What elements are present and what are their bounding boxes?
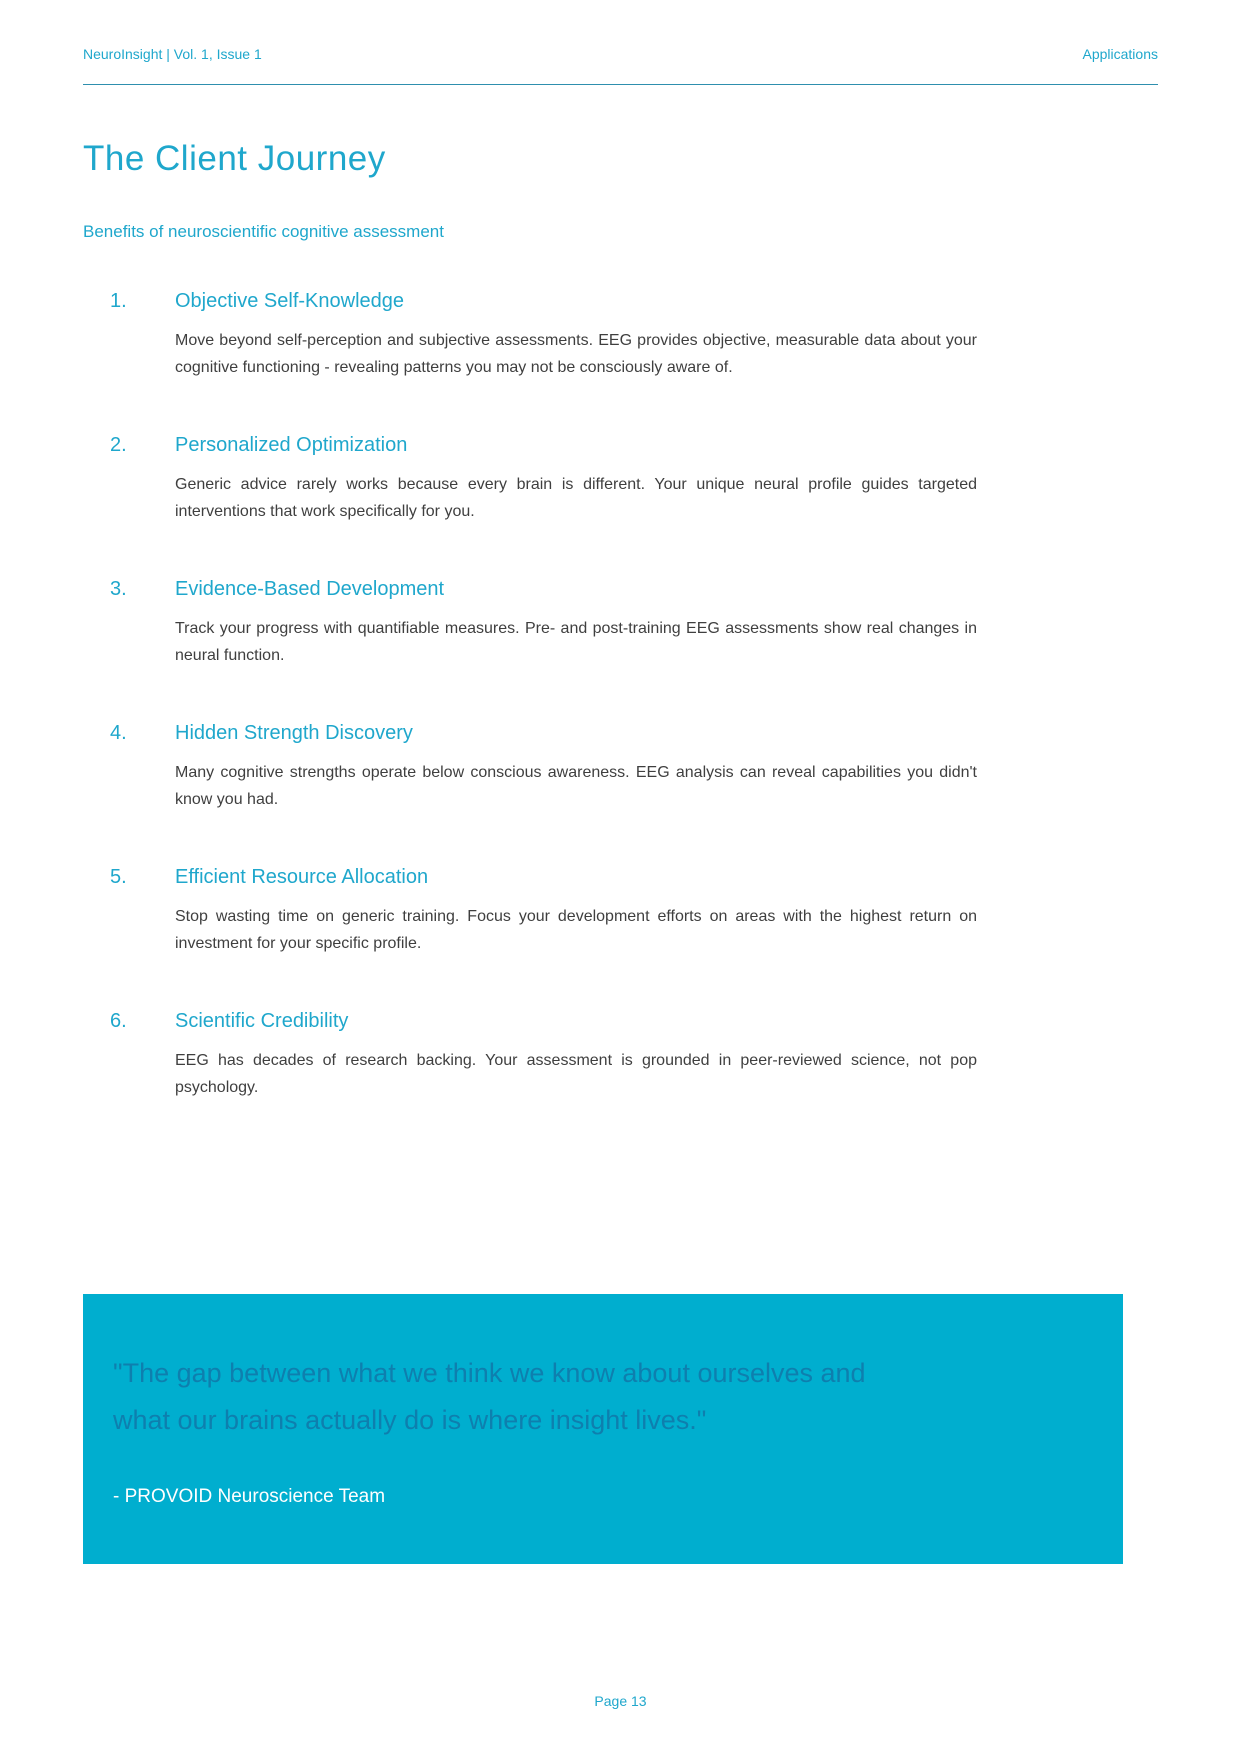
quote-attribution: - PROVOID Neuroscience Team xyxy=(113,1486,386,1507)
header-publication-label: NeuroInsight | Vol. 1, Issue 1 xyxy=(83,46,262,62)
benefit-item-2 xyxy=(83,434,1158,525)
benefit-heading: Personalized Optimization xyxy=(175,434,408,456)
benefit-body: Many cognitive strengths operate below conscious awareness. EEG analysis can reveal capabilities you didn't know you had. xyxy=(175,764,977,808)
benefit-heading: Scientific Credibility xyxy=(175,1010,349,1032)
benefit-heading: Hidden Strength Discovery xyxy=(175,722,413,744)
benefit-number: 5. xyxy=(110,866,127,888)
benefit-heading: Efficient Resource Allocation xyxy=(175,866,429,888)
page-footer xyxy=(0,1693,1241,1709)
benefit-item-4 xyxy=(83,722,1158,813)
benefit-heading-row xyxy=(83,290,1158,313)
benefit-item-5 xyxy=(83,866,1158,957)
page-number-label: Page 13 xyxy=(594,1693,647,1709)
benefit-heading-row xyxy=(83,1010,1158,1033)
benefit-number: 6. xyxy=(110,1010,127,1032)
header-section-label: Applications xyxy=(1082,46,1158,62)
benefit-heading-row xyxy=(83,434,1158,457)
benefits-list xyxy=(83,290,1158,1101)
benefit-heading: Objective Self-Knowledge xyxy=(175,290,405,312)
page-header xyxy=(83,0,1158,85)
benefit-heading: Evidence-Based Development xyxy=(175,578,445,600)
benefit-body: Stop wasting time on generic training. Focus your development efforts on areas with the highest return on investment for your specific profile. xyxy=(175,908,977,952)
benefit-body: Track your progress with quantifiable measures. Pre- and post-training EEG assessments show real changes in neural function. xyxy=(175,620,977,664)
benefit-item-1 xyxy=(83,290,1158,381)
benefit-heading-row xyxy=(83,722,1158,745)
benefit-item-6 xyxy=(83,1010,1158,1101)
benefit-number: 1. xyxy=(110,290,127,312)
benefit-number: 4. xyxy=(110,722,127,744)
page-title: The Client Journey xyxy=(83,139,386,178)
quote-text: "The gap between what we think we know about ourselves and what our brains actually do is where insight lives." xyxy=(113,1358,866,1435)
benefit-number: 3. xyxy=(110,578,127,600)
benefit-body: Move beyond self-perception and subjective assessments. EEG provides objective, measurable data about your cognitive functioning - revealing patterns you may not be consciously aware of. xyxy=(175,332,977,376)
benefit-number: 2. xyxy=(110,434,127,456)
page-subtitle: Benefits of neuroscientific cognitive assessment xyxy=(83,222,444,241)
benefit-heading-row xyxy=(83,578,1158,601)
benefit-body: EEG has decades of research backing. Your assessment is grounded in peer-reviewed science, not pop psychology. xyxy=(175,1052,977,1096)
page-header-row xyxy=(83,46,1158,84)
quote-callout xyxy=(83,1294,1123,1564)
benefit-body: Generic advice rarely works because every brain is different. Your unique neural profile guides targeted interventions that work specifically for you. xyxy=(175,476,977,520)
benefit-heading-row xyxy=(83,866,1158,889)
benefit-item-3 xyxy=(83,578,1158,669)
